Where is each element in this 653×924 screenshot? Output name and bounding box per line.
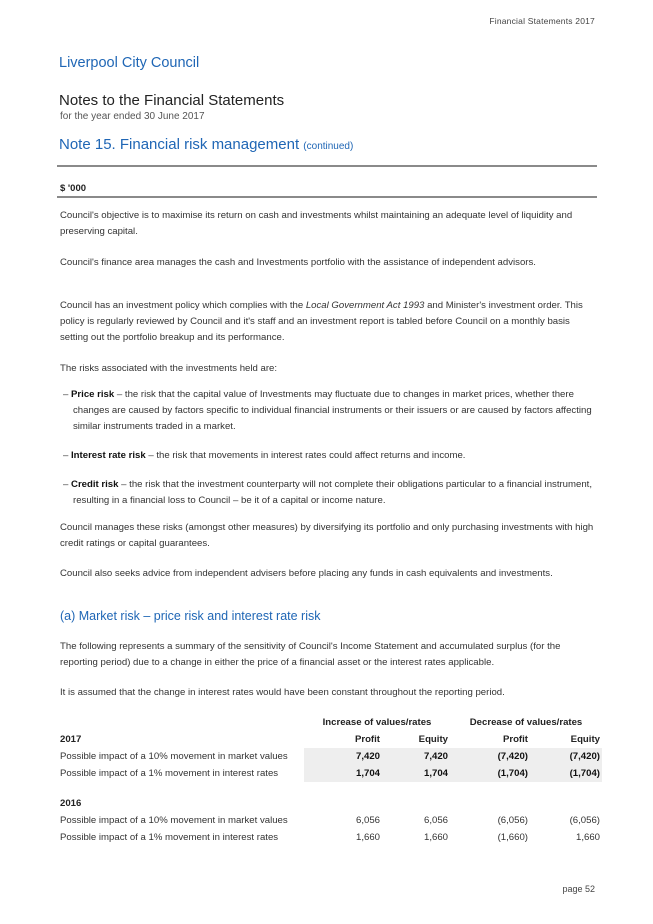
bullet-dash: –	[63, 389, 72, 400]
cell-increase-profit: 7,420	[304, 748, 382, 765]
act-name: Local Government Act 1993	[305, 300, 425, 311]
table-year-row	[58, 795, 602, 812]
decrease-equity-header: Equity	[570, 734, 600, 745]
year-label: 2016	[60, 798, 82, 809]
cell-decrease-equity: (1,704)	[530, 765, 602, 782]
table-row	[58, 765, 602, 782]
notes-title: Notes to the Financial Statements	[59, 92, 285, 109]
table-column-header-row	[58, 731, 602, 748]
bullet-term: Interest rate risk	[71, 450, 146, 461]
decrease-group-header: Decrease of values/rates	[469, 717, 583, 728]
table-spacer-row	[58, 782, 602, 795]
bullet-interest-rate-risk	[63, 448, 593, 464]
units-label: $ '000	[60, 183, 87, 194]
table-group-header-row	[58, 714, 602, 731]
bullet-dash: –	[63, 479, 72, 490]
cell-decrease-profit: (6,056)	[497, 815, 528, 826]
bullet-term: Credit risk	[71, 479, 119, 490]
row-label: Possible impact of a 10% movement in market values	[60, 751, 288, 762]
top-divider	[57, 165, 597, 167]
row-label: Possible impact of a 1% movement in interest rates	[60, 832, 279, 843]
paragraph-finance-area: Council's finance area manages the cash and Investments portfolio with the assistance of independent advisors.	[60, 257, 536, 268]
market-risk-heading: (a) Market risk – price risk and interest rate risk	[60, 609, 321, 623]
sensitivity-table	[58, 714, 602, 846]
cell-increase-profit: 1,704	[304, 765, 382, 782]
increase-equity-header: Equity	[418, 734, 448, 745]
paragraph-objective: Council's objective is to maximise its return on cash and investments whilst maintaining an adequate level of liquidity and preserving capital.	[60, 210, 573, 237]
document-header-title: Financial Statements 2017	[489, 16, 595, 26]
paragraph-assumption: It is assumed that the change in interest rates would have been constant throughout the reporting period.	[60, 687, 505, 698]
row-label: Possible impact of a 10% movement in market values	[60, 815, 288, 826]
note-title: Note 15. Financial risk management	[59, 136, 300, 153]
cell-increase-equity: 1,660	[423, 832, 448, 843]
council-name: Liverpool City Council	[59, 55, 200, 71]
bullet-credit-risk	[63, 477, 593, 509]
empty-cell	[58, 714, 304, 731]
policy-text-start: Council has an investment policy which complies with the	[60, 300, 306, 311]
note-continued-label: (continued)	[303, 141, 354, 152]
policy-text-end: and Minister's investment order. This policy is regularly reviewed by Council and it's staff and an investment report is tabled before Council on a monthly basis setting out the portfolio breakup and its performance.	[60, 300, 583, 343]
cell-increase-equity: 6,056	[423, 815, 448, 826]
table-row	[58, 748, 602, 765]
cell-decrease-equity: 1,660	[575, 832, 600, 843]
bullet-dash: –	[63, 450, 72, 461]
cell-decrease-profit: (7,420)	[450, 748, 530, 765]
cell-decrease-profit: (1,704)	[450, 765, 530, 782]
cell-decrease-equity: (7,420)	[530, 748, 602, 765]
paragraph-risk-management: Council manages these risks (amongst other measures) by diversifying its portfolio and only purchasing investments with high credit ratings or capital guarantees.	[60, 522, 594, 549]
cell-decrease-profit: (1,660)	[497, 832, 528, 843]
bullet-text: – the risk that the capital value of Investments may fluctuate due to changes in market prices, whether there changes are caused by factors specific to individual financial instruments or their issuers or are caused by factors affecting similar instruments traded in a market.	[73, 389, 592, 432]
bullet-text: – the risk that the investment counterparty will not complete their obligations particular to a financial instrument, resulting in a financial loss to Council – be it of a capital or income nature.	[73, 479, 593, 506]
increase-profit-header: Profit	[354, 734, 380, 745]
row-label: Possible impact of a 1% movement in interest rates	[60, 768, 279, 779]
increase-group-header: Increase of values/rates	[322, 717, 432, 728]
cell-increase-profit: 6,056	[355, 815, 380, 826]
page-number: page 52	[562, 884, 595, 894]
bullet-term: Price risk	[71, 389, 115, 400]
decrease-profit-header: Profit	[502, 734, 528, 745]
note-heading	[59, 136, 353, 153]
cell-increase-equity: 1,704	[382, 765, 450, 782]
paragraph-investment-policy	[60, 298, 600, 346]
notes-subtitle: for the year ended 30 June 2017	[60, 111, 205, 122]
paragraph-risks-intro: The risks associated with the investments held are:	[60, 363, 278, 374]
bullet-text: – the risk that movements in interest rates could affect returns and income.	[145, 450, 466, 461]
bullet-price-risk	[63, 387, 593, 435]
paragraph-sensitivity-summary: The following represents a summary of the sensitivity of Council's Income Statement and accumulated surplus (for the reporting period) due to a change in either the price of a financial asset or the interest rates applicable.	[60, 641, 561, 668]
paragraph-advisers: Council also seeks advice from independent advisers before placing any funds in cash equivalents and investments.	[60, 568, 553, 579]
cell-increase-equity: 7,420	[382, 748, 450, 765]
table-row	[58, 812, 602, 829]
cell-decrease-equity: (6,056)	[569, 815, 600, 826]
cell-increase-profit: 1,660	[355, 832, 380, 843]
table-row	[58, 829, 602, 846]
units-divider	[57, 196, 597, 198]
year-label: 2017	[60, 734, 82, 745]
